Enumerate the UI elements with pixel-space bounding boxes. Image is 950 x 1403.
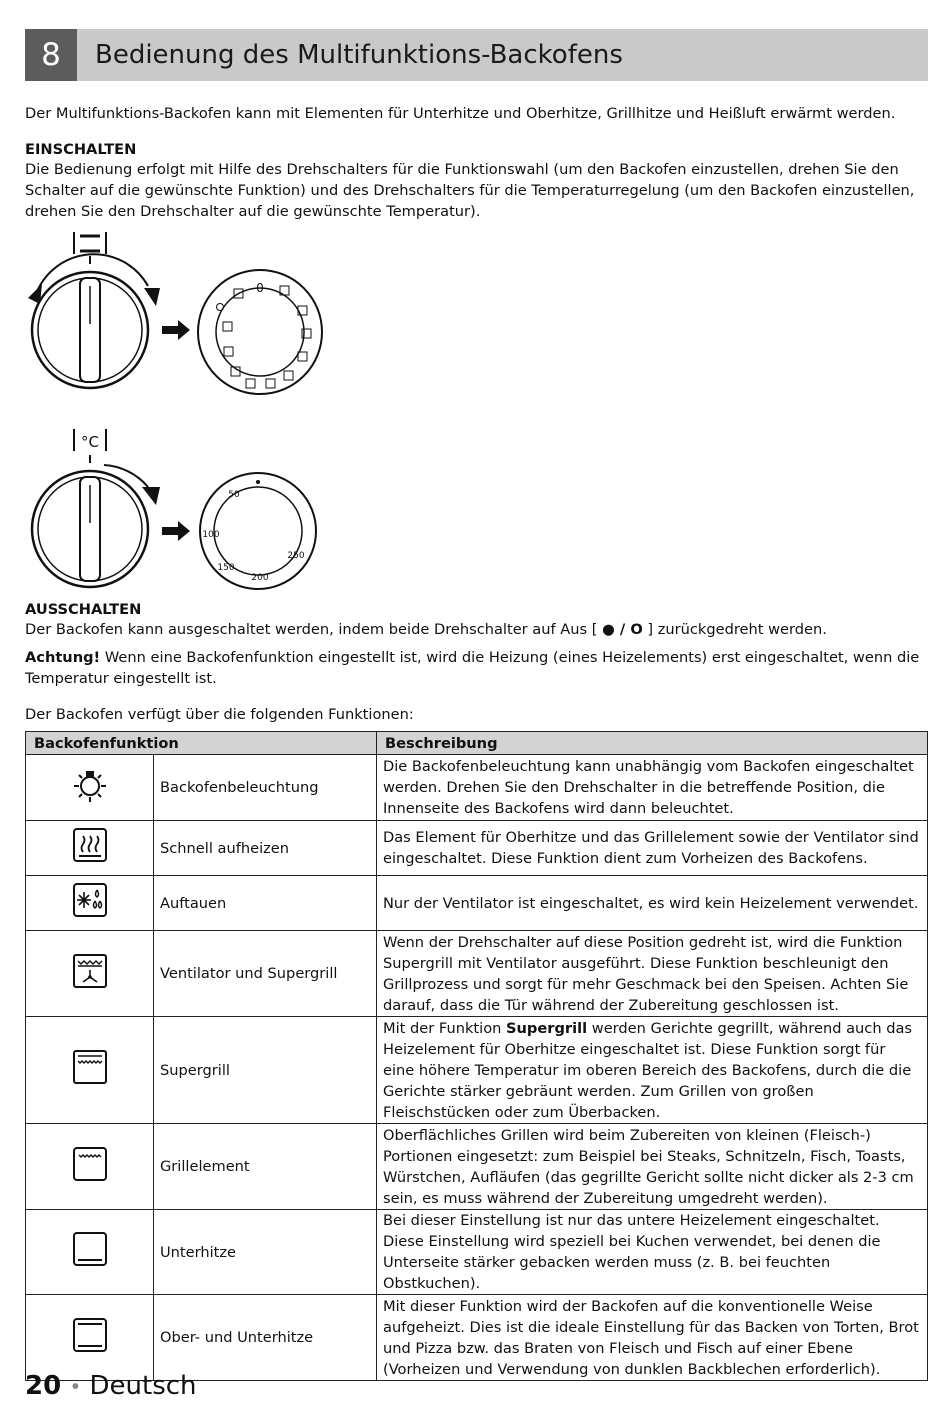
- warning-paragraph: [25, 647, 925, 689]
- description-text-after: werden Gerichte gegrillt, während auch das Heizelement für Oberhitze eingeschaltet ist. Diese Funktion sorgt für eine höhere Temperatur im oberen Bereich des Backofens, durch die die Gerichte stärker gebräunt werden. Zum Grillen von großen Fleischstücken oder zum Überbacken.: [383, 1019, 913, 1121]
- quick-heat-icon: [70, 825, 110, 865]
- page-number: 20: [25, 1371, 62, 1401]
- function-description: Das Element für Oberhitze und das Grillelement sowie der Ventilator sind eingeschaltet. Diese Funktion dient zum Vorheizen des Backofens.: [377, 821, 928, 876]
- table-row: [26, 821, 928, 876]
- function-description: Bei dieser Einstellung ist nur das untere Heizelement eingeschaltet. Diese Einstellung wird speziell bei Kuchen verwendet, bei denen die Unterseite stärker gebacken werden muss (z. B. bei feuchten Obstkuchen).: [377, 1210, 928, 1295]
- top-bottom-heat-icon: [70, 1315, 110, 1355]
- defrost-icon: [70, 880, 110, 920]
- scale-label-100: 100: [202, 530, 220, 540]
- table-intro: Der Backofen verfügt über die folgenden Funktionen:: [25, 706, 414, 723]
- table-row: [26, 931, 928, 1017]
- function-description: Mit dieser Funktion wird der Backofen auf die konventionelle Weise aufgeheizt. Dies ist die ideale Einstellung für das Backen von Torten, Brot und Pizza bzw. das Braten von Fleisch und Fisch auf einer Ebene (Vorheizen und Verwendung von dunklen Backblechen erforderlich).: [377, 1295, 928, 1381]
- function-description: Die Backofenbeleuchtung kann unabhängig vom Backofen eingeschaltet werden. Drehen Sie den Drehschalter in die betreffende Position, die Innenseite des Backofens wird dann beleuchtet.: [377, 755, 928, 821]
- intro-paragraph: Der Multifunktions-Backofen kann mit Elementen für Unterhitze und Oberhitze, Grillhitze und Heißluft erwärmt werden.: [25, 105, 896, 122]
- table-row: [26, 1210, 928, 1295]
- table-row: [26, 1017, 928, 1124]
- knob-icon: [32, 471, 148, 587]
- celsius-symbol: °C: [81, 433, 99, 451]
- arrow-right-icon: [162, 320, 190, 340]
- function-description: Nur der Ventilator ist eingeschaltet, es wird kein Heizelement verwendet.: [377, 876, 928, 931]
- scale-label-50: 50: [228, 490, 240, 500]
- function-name: Schnell aufheizen: [154, 821, 377, 876]
- grill-icon: [70, 1144, 110, 1184]
- temperature-knob-figure: [22, 425, 332, 597]
- table-row: [26, 876, 928, 931]
- function-name: Backofenbeleuchtung: [154, 755, 377, 821]
- warning-label: Achtung!: [25, 649, 101, 666]
- einschalten-heading: EINSCHALTEN: [25, 141, 137, 158]
- dial-zero-label: 0: [256, 281, 264, 295]
- table-row: [26, 1295, 928, 1381]
- function-knob-figure: [22, 226, 332, 398]
- temperature-dial-icon: [200, 473, 316, 589]
- function-name: Unterhitze: [154, 1210, 377, 1295]
- description-bold-text: Supergrill: [506, 1019, 588, 1037]
- oven-symbol-icon: [74, 232, 106, 264]
- function-description: Oberflächliches Grillen wird beim Zubereiten von kleinen (Fleisch-) Portionen eingesetzt: zum Beispiel bei Steaks, Schnitzeln, Fisch, Toasts, Würstchen, Aufläufen (das gegrillte Gericht sollte nicht dicker als 2-3 cm sein, es muss während der Zubereitung umgedreht werden).: [377, 1124, 928, 1210]
- fan-supergrill-icon: [70, 951, 110, 991]
- function-name: Auftauen: [154, 876, 377, 931]
- off-symbol: ● / O: [602, 621, 643, 638]
- scale-label-250: 250: [287, 551, 305, 561]
- function-name: Ventilator und Supergrill: [154, 931, 377, 1017]
- language-label: Deutsch: [89, 1371, 197, 1401]
- ausschalten-text-before: Der Backofen kann ausgeschaltet werden, indem beide Drehschalter auf Aus [: [25, 621, 603, 638]
- lamp-icon: [70, 765, 110, 805]
- temperature-symbol-icon: [74, 429, 106, 463]
- page-footer: [25, 1370, 197, 1403]
- scale-label-200: 200: [251, 573, 269, 583]
- section-number: 8: [25, 29, 77, 81]
- bottom-heat-icon: [70, 1229, 110, 1269]
- ausschalten-text-after: ] zurückgedreht werden.: [642, 621, 827, 638]
- table-row: [26, 755, 928, 821]
- function-description: [377, 1017, 928, 1124]
- functions-table: [25, 731, 928, 1381]
- column-header-function: Backofenfunktion: [26, 732, 377, 755]
- description-text-before: Mit der Funktion: [383, 1019, 507, 1037]
- arrow-right-icon: [162, 521, 190, 541]
- warning-text: Wenn eine Backofenfunktion eingestellt ist, wird die Heizung (eines Heizelements) erst eingeschaltet, wenn die Temperatur eingestellt ist.: [25, 649, 920, 687]
- function-name: Grillelement: [154, 1124, 377, 1210]
- table-row: [26, 1124, 928, 1210]
- function-dial-icon: [198, 270, 322, 394]
- scale-label-150: 150: [217, 563, 235, 573]
- column-header-description: Beschreibung: [377, 732, 928, 755]
- knob-icon: [32, 272, 148, 388]
- ausschalten-heading: AUSSCHALTEN: [25, 601, 142, 618]
- einschalten-text: Die Bedienung erfolgt mit Hilfe des Drehschalters für die Funktionswahl (um den Backofen einzustellen, drehen Sie den Schalter auf die gewünschte Funktion) und des Drehschalters für die Temperaturregelung (um den Backofen einzustellen, drehen Sie den Drehschalter auf die gewünschte Temperatur).: [25, 161, 915, 220]
- separator-dot: •: [69, 1374, 82, 1399]
- table-header-row: [26, 732, 928, 755]
- function-name: Supergrill: [154, 1017, 377, 1124]
- supergrill-icon: [70, 1047, 110, 1087]
- page-title: Bedienung des Multifunktions-Backofens: [95, 40, 623, 70]
- function-name: Ober- und Unterhitze: [154, 1295, 377, 1381]
- ausschalten-text: [25, 619, 925, 640]
- function-description: Wenn der Drehschalter auf diese Position gedreht ist, wird die Funktion Supergrill mit Ventilator ausgeführt. Diese Funktion beschleunigt den Grillprozess und sorgt für mehr Geschmack bei den Speisen. Achten Sie darauf, dass die Tür während der Zubereitung geschlossen ist.: [377, 931, 928, 1017]
